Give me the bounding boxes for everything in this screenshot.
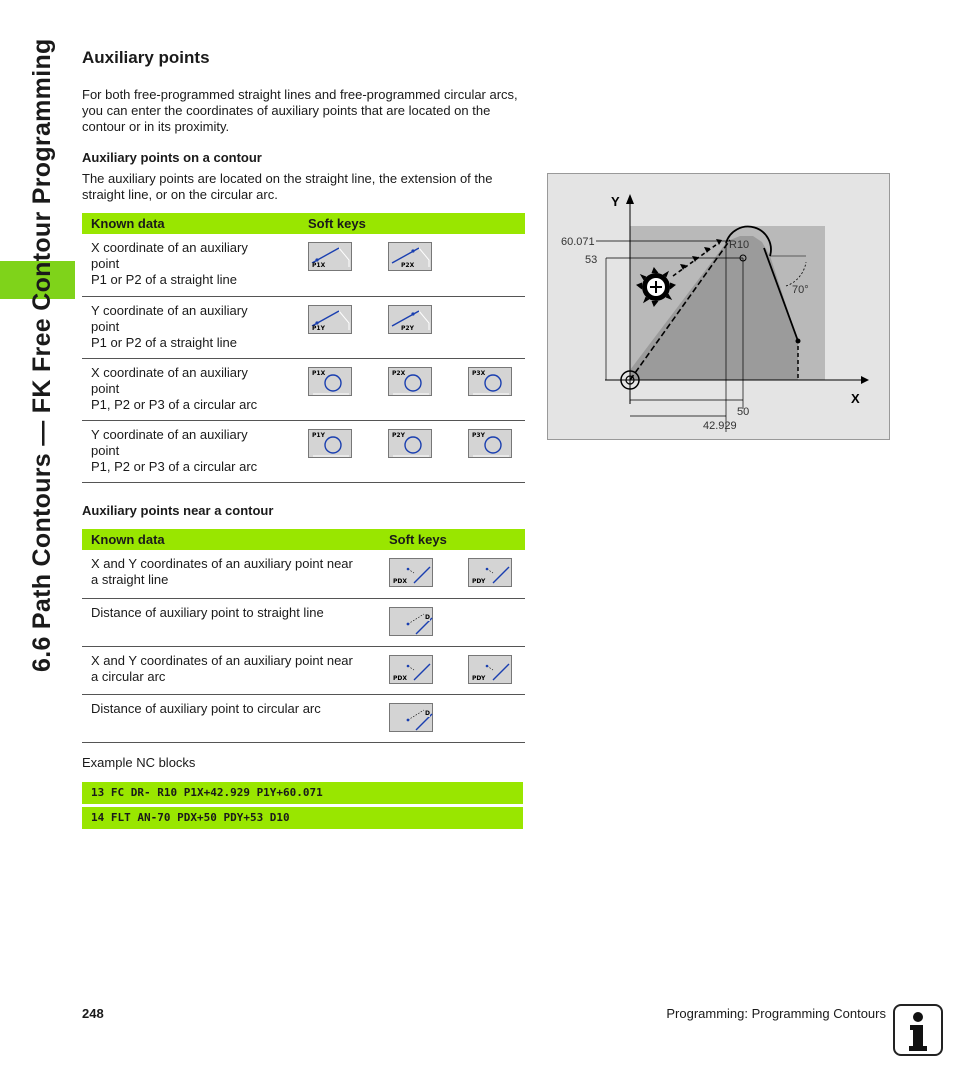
intro-paragraph: For both free-programmed straight lines and free-programmed circular arcs, you can enter the coordinates of auxiliary points that are located on the contour or in its proximity. bbox=[82, 87, 518, 134]
contour-endpoint bbox=[796, 339, 801, 344]
y-axis-arrow bbox=[626, 194, 634, 204]
known-data-cell bbox=[82, 420, 299, 482]
contour-figure bbox=[547, 173, 890, 440]
soft-key-group bbox=[380, 558, 525, 587]
table-row bbox=[82, 646, 525, 694]
known-data-cell bbox=[82, 550, 380, 598]
known-data-text: P1, P2 or P3 of a circular arc bbox=[91, 458, 258, 474]
soft-keys-cell bbox=[299, 234, 525, 296]
soft-key-group bbox=[299, 242, 525, 271]
table-row bbox=[82, 358, 525, 420]
softkey-pdy[interactable] bbox=[468, 558, 512, 587]
softkey-label: P3Y bbox=[472, 431, 485, 439]
running-title: Programming: Programming Contours bbox=[666, 1006, 886, 1021]
softkey-label: PDX bbox=[393, 674, 408, 682]
softkey-p2x[interactable] bbox=[388, 242, 432, 271]
softkey-label: P2X bbox=[392, 369, 406, 377]
known-data-text: a straight line bbox=[91, 572, 169, 587]
softkey-label: P3X bbox=[472, 369, 486, 377]
soft-keys-cell bbox=[380, 694, 525, 742]
label-r10: R10 bbox=[729, 239, 750, 251]
softkey-pdx[interactable] bbox=[389, 558, 433, 587]
soft-key-group bbox=[380, 703, 525, 732]
softkey-p2y[interactable] bbox=[388, 305, 432, 334]
label-42929: 42.929 bbox=[703, 420, 737, 432]
known-data-cell bbox=[82, 598, 380, 646]
known-data-cell bbox=[82, 694, 380, 742]
soft-key-group bbox=[380, 607, 525, 636]
softkey-p1x[interactable] bbox=[308, 242, 352, 271]
softkey-d[interactable] bbox=[389, 703, 433, 732]
soft-keys-cell bbox=[380, 646, 525, 694]
subsection-title-on-contour: Auxiliary points on a contour bbox=[82, 150, 262, 165]
softkey-label: PDY bbox=[472, 674, 486, 682]
softkey-p1x[interactable] bbox=[308, 367, 352, 396]
info-icon bbox=[893, 1004, 943, 1056]
known-data-table-on-contour bbox=[82, 213, 525, 483]
page-number: 248 bbox=[82, 1006, 104, 1021]
soft-keys-cell bbox=[299, 420, 525, 482]
column-header-soft-keys: Soft keys bbox=[380, 529, 525, 550]
softkey-label: PDX bbox=[393, 578, 408, 585]
softkey-p3x[interactable] bbox=[468, 367, 512, 396]
known-data-text: Distance of auxiliary point to straight line bbox=[91, 604, 324, 620]
softkey-p2y[interactable] bbox=[388, 429, 432, 458]
known-data-text: X coordinate of an auxiliary bbox=[91, 240, 248, 255]
label-70-degrees: 70° bbox=[792, 284, 809, 296]
known-data-cell bbox=[82, 358, 299, 420]
softkey-p3y[interactable] bbox=[468, 429, 512, 458]
table-row bbox=[82, 234, 525, 296]
known-data-cell bbox=[82, 234, 299, 296]
softkey-p1y[interactable] bbox=[308, 429, 352, 458]
softkey-label: P2Y bbox=[392, 431, 405, 439]
softkey-pdy[interactable] bbox=[468, 655, 512, 684]
y-axis-label: Y bbox=[611, 194, 620, 209]
known-data-table-near-contour bbox=[82, 529, 525, 743]
known-data-text: Y coordinate of an auxiliary bbox=[91, 302, 248, 318]
column-header-known-data: Known data bbox=[82, 529, 380, 550]
softkey-label: P1Y bbox=[312, 324, 325, 332]
softkey-label: P2X bbox=[401, 262, 415, 269]
softkey-label: P1X bbox=[312, 369, 326, 377]
subsection-title-near-contour: Auxiliary points near a contour bbox=[82, 503, 274, 518]
softkey-p2x[interactable] bbox=[388, 367, 432, 396]
known-data-text: point bbox=[91, 318, 120, 334]
label-50: 50 bbox=[737, 406, 750, 418]
known-data-text: P1 or P2 of a straight line bbox=[91, 334, 237, 350]
soft-keys-cell bbox=[299, 358, 525, 420]
chapter-side-title bbox=[22, 38, 62, 672]
known-data-text: Y coordinate of an auxiliary bbox=[91, 426, 248, 442]
nc-block-14: 14 FLT AN-70 PDX+50 PDY+53 D10 bbox=[82, 807, 523, 829]
table-row bbox=[82, 598, 525, 646]
x-axis-label: X bbox=[851, 391, 860, 406]
known-data-cell bbox=[82, 646, 380, 694]
known-data-text: Distance of auxiliary point to circular arc bbox=[91, 700, 321, 716]
table-row bbox=[82, 420, 525, 482]
known-data-text: P1, P2 or P3 of a circular arc bbox=[91, 396, 258, 412]
column-header-known-data: Known data bbox=[82, 213, 299, 234]
section-title: Auxiliary points bbox=[82, 48, 210, 67]
known-data-cell bbox=[82, 296, 299, 358]
x-axis-arrow bbox=[861, 376, 869, 384]
example-label: Example NC blocks bbox=[82, 755, 196, 770]
soft-keys-cell bbox=[380, 598, 525, 646]
subsection-text-on-contour: The auxiliary points are located on the straight line, the extension of the straight line, or on the circular arc. bbox=[82, 171, 493, 202]
known-data-text: a circular arc bbox=[91, 668, 166, 684]
known-data-text: X and Y coordinates of an auxiliary point near bbox=[91, 556, 353, 571]
softkey-label: P2Y bbox=[401, 324, 414, 332]
softkey-label: D bbox=[425, 709, 430, 717]
softkey-label: P1X bbox=[312, 262, 326, 269]
table-row bbox=[82, 296, 525, 358]
softkey-label: P1Y bbox=[312, 431, 325, 439]
known-data-text: point bbox=[91, 256, 120, 271]
known-data-text: X coordinate of an auxiliary bbox=[91, 364, 248, 380]
soft-keys-cell bbox=[380, 550, 525, 598]
chapter-title-text: 6.6 Path Contours — FK Free Contour Programming bbox=[28, 38, 56, 672]
softkey-p1y[interactable] bbox=[308, 305, 352, 334]
soft-key-group bbox=[299, 305, 525, 334]
soft-key-group bbox=[299, 367, 525, 396]
softkey-d[interactable] bbox=[389, 607, 433, 636]
label-60071: 60.071 bbox=[561, 236, 595, 248]
nc-block-13: 13 FC DR- R10 P1X+42.929 P1Y+60.071 bbox=[82, 782, 523, 804]
known-data-text: X and Y coordinates of an auxiliary point near bbox=[91, 652, 353, 668]
known-data-text: point bbox=[91, 442, 120, 458]
known-data-text: P1 or P2 of a straight line bbox=[91, 272, 237, 287]
soft-key-group bbox=[380, 655, 525, 684]
soft-key-group bbox=[299, 429, 525, 458]
known-data-text: point bbox=[91, 380, 120, 396]
softkey-label: PDY bbox=[472, 578, 486, 585]
table-row bbox=[82, 550, 525, 598]
label-53: 53 bbox=[585, 254, 598, 266]
column-header-soft-keys: Soft keys bbox=[299, 213, 525, 234]
soft-keys-cell bbox=[299, 296, 525, 358]
table-row bbox=[82, 694, 525, 742]
softkey-pdx[interactable] bbox=[389, 655, 433, 684]
softkey-label: D bbox=[425, 613, 430, 621]
